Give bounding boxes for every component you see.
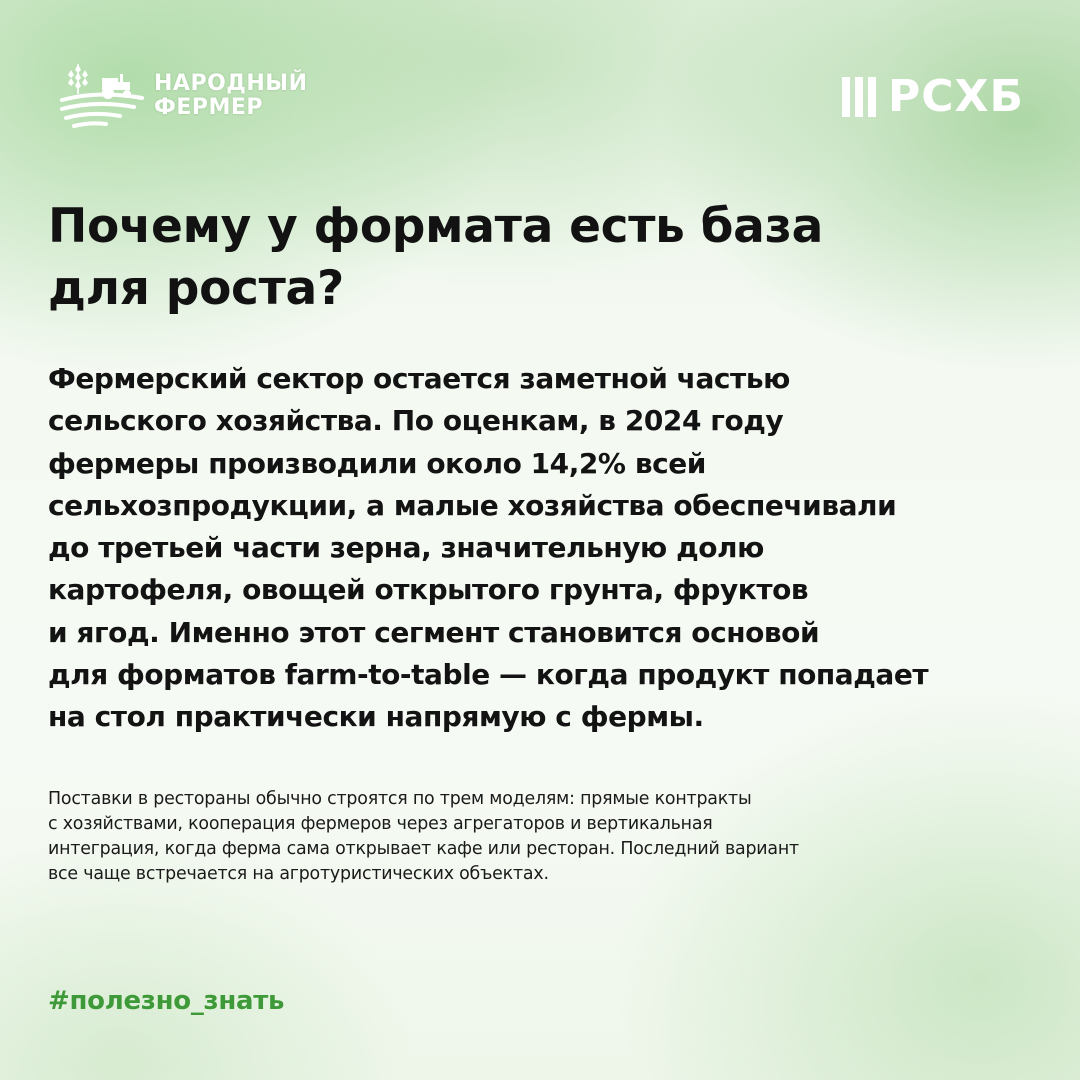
farm-field-tractor-logo-icon	[58, 60, 146, 132]
note-line: все чаще встречается на агротуристических объектах.	[48, 864, 549, 884]
title-line: для роста?	[48, 261, 344, 316]
lead-line: для форматов farm-to-table — когда продукт попадает	[48, 658, 929, 692]
brand-name-line2: ФЕРМЕР	[154, 95, 264, 120]
three-bars-mark-icon	[842, 77, 876, 117]
lead-paragraph	[48, 358, 1058, 739]
brand-name-line1: НАРОДНЫЙ	[154, 71, 308, 96]
lead-line: на стол практически напрямую с фермы.	[48, 700, 704, 734]
bank-name: РСХБ	[888, 71, 1024, 122]
lead-line: Фермерский сектор остается заметной частью	[48, 362, 790, 395]
lead-line: сельхозпродукции, а малые хозяйства обеспечивали	[48, 488, 897, 522]
note-line: с хозяйствами, кооперация фермеров через агрегаторов и вертикальная	[48, 814, 713, 834]
hashtag: #полезно_знать	[48, 986, 285, 1016]
note-paragraph	[48, 787, 1038, 887]
lead-line: картофеля, овощей открытого грунта, фруктов	[48, 573, 809, 607]
brand-name	[154, 72, 307, 120]
lead-line: сельского хозяйства. По оценкам, в 2024 году	[48, 404, 784, 438]
lead-line: и ягод. Именно этот сегмент становится основой	[48, 615, 820, 649]
note-line: интеграция, когда ферма сама открывает кафе или ресторан. Последний вариант	[48, 839, 799, 859]
note-line: Поставки в рестораны обычно строятся по трем моделям: прямые контракты	[48, 789, 752, 809]
page-title	[48, 196, 1028, 320]
lead-line: фермеры производили около 14,2% всей	[48, 446, 706, 480]
brand-logo	[58, 60, 307, 132]
title-line: Почему у формата есть база	[48, 199, 824, 254]
lead-line: до третьей части зерна, значительную долю	[48, 531, 764, 565]
bank-logo	[842, 71, 1024, 122]
